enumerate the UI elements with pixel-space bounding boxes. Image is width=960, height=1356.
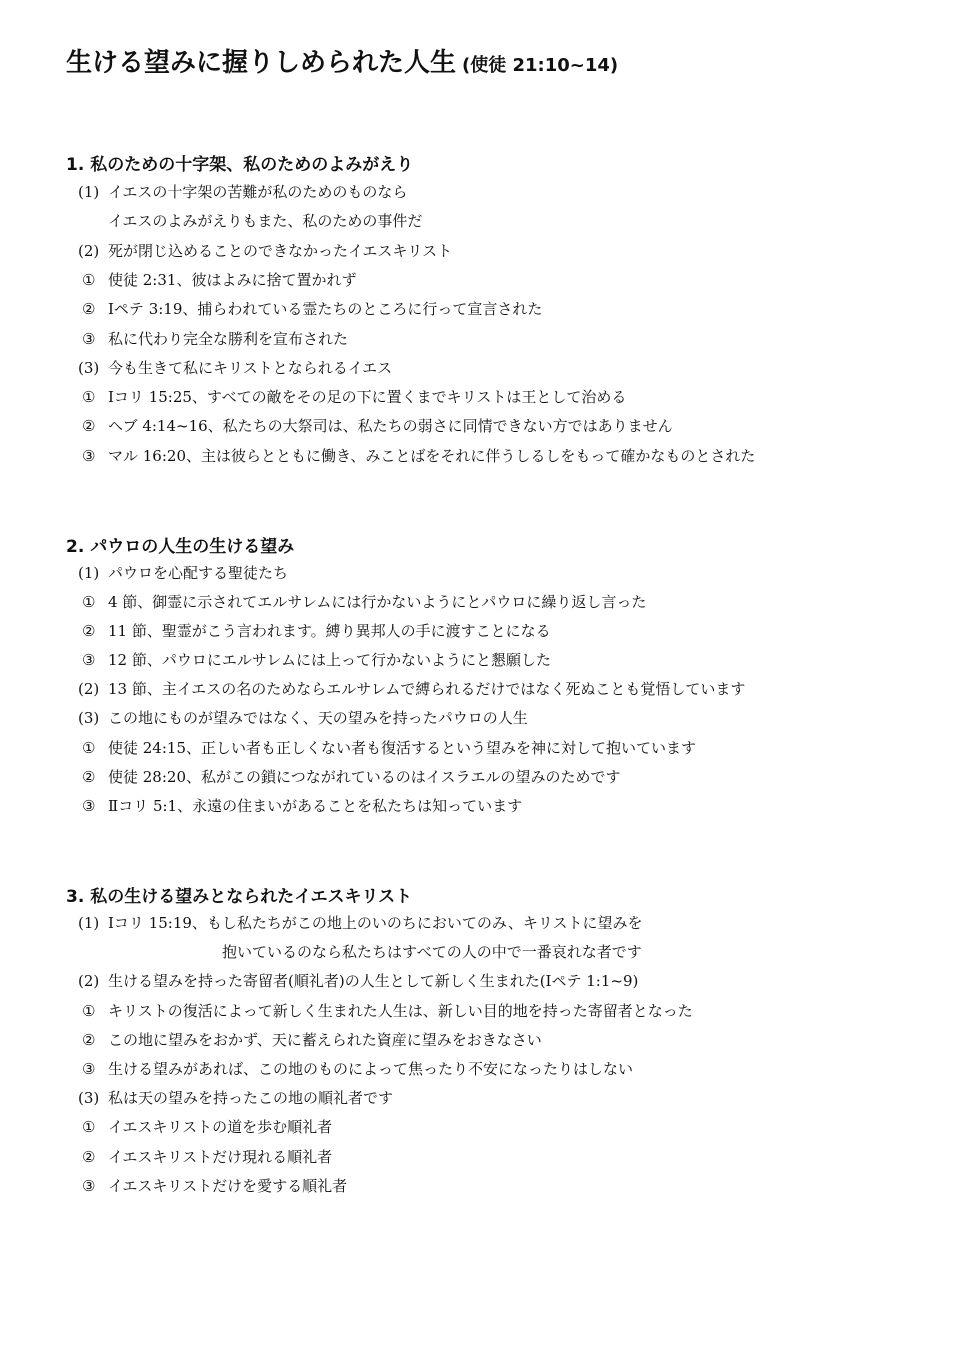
item-marker: (3) [78, 709, 100, 727]
item-marker: (1) [78, 183, 100, 201]
outline-item [82, 1116, 332, 1137]
item-marker: ① [82, 1118, 96, 1136]
outline-item [222, 941, 642, 962]
item-text: 使徒 24:15、正しい者も正しくない者も復活するという望みを神に対して抱いています [108, 739, 696, 757]
item-text: この地にものが望みではなく、天の望みを持ったパウロの人生 [108, 709, 528, 727]
outline-item [78, 181, 407, 202]
item-marker: ③ [82, 651, 96, 669]
outline-item [82, 298, 542, 319]
outline-item [82, 591, 646, 612]
outline-item [78, 707, 528, 728]
item-text: 死が閉じ込めることのできなかったイエスキリスト [108, 242, 453, 260]
outline-item [78, 562, 288, 583]
outline-item [82, 1175, 347, 1196]
item-text: 生ける望みを持った寄留者(順礼者)の人生として新しく生まれた(Ⅰペテ 1:1~9) [108, 972, 639, 990]
item-marker: ② [82, 1148, 96, 1166]
outline-item [82, 620, 551, 641]
item-text: 今も生きて私にキリストとなられるイエス [108, 359, 393, 377]
item-text: Ⅱコリ 5:1、永遠の住まいがあることを私たちは知っています [108, 797, 523, 815]
outline-item [78, 1087, 393, 1108]
item-marker: (1) [78, 564, 100, 582]
item-text: 使徒 2:31、彼はよみに捨て置かれず [108, 271, 357, 289]
item-marker: ① [82, 739, 96, 757]
item-marker: ② [82, 1031, 96, 1049]
item-marker: (2) [78, 680, 100, 698]
item-text: この地に望みをおかず、天に蓄えられた資産に望みをおきなさい [108, 1031, 542, 1049]
outline-item [78, 240, 452, 261]
outline-item [82, 1146, 332, 1167]
item-marker: ③ [82, 1060, 96, 1078]
item-marker: (3) [78, 359, 100, 377]
item-marker: (2) [78, 972, 100, 990]
item-text: 使徒 28:20、私がこの鎖につながれているのはイスラエルの望みのためです [108, 768, 621, 786]
item-text: 13 節、主イエスの名のためならエルサレムで縛られるだけではなく死ぬことも覚悟しています [108, 680, 746, 698]
item-marker: ① [82, 593, 96, 611]
item-marker: ② [82, 417, 96, 435]
outline-item [82, 649, 551, 670]
outline-item [82, 1058, 633, 1079]
item-marker: ① [82, 1002, 96, 1020]
item-marker: ③ [82, 1177, 96, 1195]
item-marker: ③ [82, 797, 96, 815]
page-title [66, 42, 618, 79]
item-marker: ③ [82, 330, 96, 348]
outline-item [78, 912, 643, 933]
item-text: イエスキリストの道を歩む順礼者 [108, 1118, 333, 1136]
item-text: マル 16:20、主は彼らとともに働き、みことばをそれに伴うしるしをもって確かなものとされた [108, 447, 756, 465]
outline-item [78, 678, 745, 699]
item-text: 4 節、御霊に示されてエルサレムには行かないようにとパウロに繰り返し言った [108, 593, 647, 611]
outline-item [82, 737, 696, 758]
item-text: キリストの復活によって新しく生まれた人生は、新しい目的地を持った寄留者となった [108, 1002, 693, 1020]
outline-item [78, 210, 422, 231]
item-text: イエスキリストだけ現れる順礼者 [108, 1148, 333, 1166]
item-text: ヘブ 4:14~16、私たちの大祭司は、私たちの弱さに同情できない方ではありません [108, 417, 673, 435]
section-3-heading: 3. 私の生ける望みとなられたイエスキリスト [66, 887, 413, 907]
item-marker: ① [82, 388, 96, 406]
outline-item [82, 795, 522, 816]
item-marker: ② [82, 768, 96, 786]
title-scripture-reference: (使徒 21:10~14) [462, 55, 619, 76]
outline-item [82, 328, 348, 349]
section-1-heading: 1. 私のための十字架、私のためのよみがえり [66, 155, 414, 175]
outline-item [82, 386, 626, 407]
outline-item [82, 766, 621, 787]
item-text: Ⅰペテ 3:19、捕らわれている霊たちのところに行って宣言された [108, 300, 543, 318]
item-text: 11 節、聖霊がこう言われます。縛り異邦人の手に渡すことになる [108, 622, 551, 640]
item-text: Ⅰコリ 15:19、もし私たちがこの地上のいのちにおいてのみ、キリストに望みを [108, 914, 643, 932]
item-text: 生ける望みがあれば、この地のものによって焦ったり不安になったりはしない [108, 1060, 634, 1078]
item-marker: (1) [78, 914, 100, 932]
item-marker: ② [82, 622, 96, 640]
outline-item [82, 1000, 693, 1021]
item-marker: (3) [78, 1089, 100, 1107]
section-2-heading: 2. パウロの人生の生ける望み [66, 537, 295, 557]
item-marker: ② [82, 300, 96, 318]
title-main: 生ける望みに握りしめられた人生 [66, 48, 457, 78]
item-text: パウロを心配する聖徒たち [108, 564, 289, 582]
item-text: Ⅰコリ 15:25、すべての敵をその足の下に置くまでキリストは王として治める [108, 388, 627, 406]
item-marker: (2) [78, 242, 100, 260]
outline-item [82, 445, 755, 466]
outline-item [82, 269, 356, 290]
outline-item [78, 357, 392, 378]
item-text: 私に代わり完全な勝利を宣布された [108, 330, 349, 348]
item-text: イエスキリストだけを愛する順礼者 [108, 1177, 348, 1195]
outline-item [82, 415, 673, 436]
item-marker: ① [82, 271, 96, 289]
outline-item [82, 1029, 542, 1050]
item-text: イエスのよみがえりもまた、私のための事件だ [108, 212, 423, 230]
item-text: 12 節、パウロにエルサレムには上って行かないようにと懇願した [108, 651, 551, 669]
item-text: イエスの十字架の苦難が私のためのものなら [108, 183, 408, 201]
item-marker: ③ [82, 447, 96, 465]
outline-item [78, 970, 638, 991]
item-text: 抱いているのなら私たちはすべての人の中で一番哀れな者です [222, 943, 642, 961]
item-text: 私は天の望みを持ったこの地の順礼者です [108, 1089, 394, 1107]
